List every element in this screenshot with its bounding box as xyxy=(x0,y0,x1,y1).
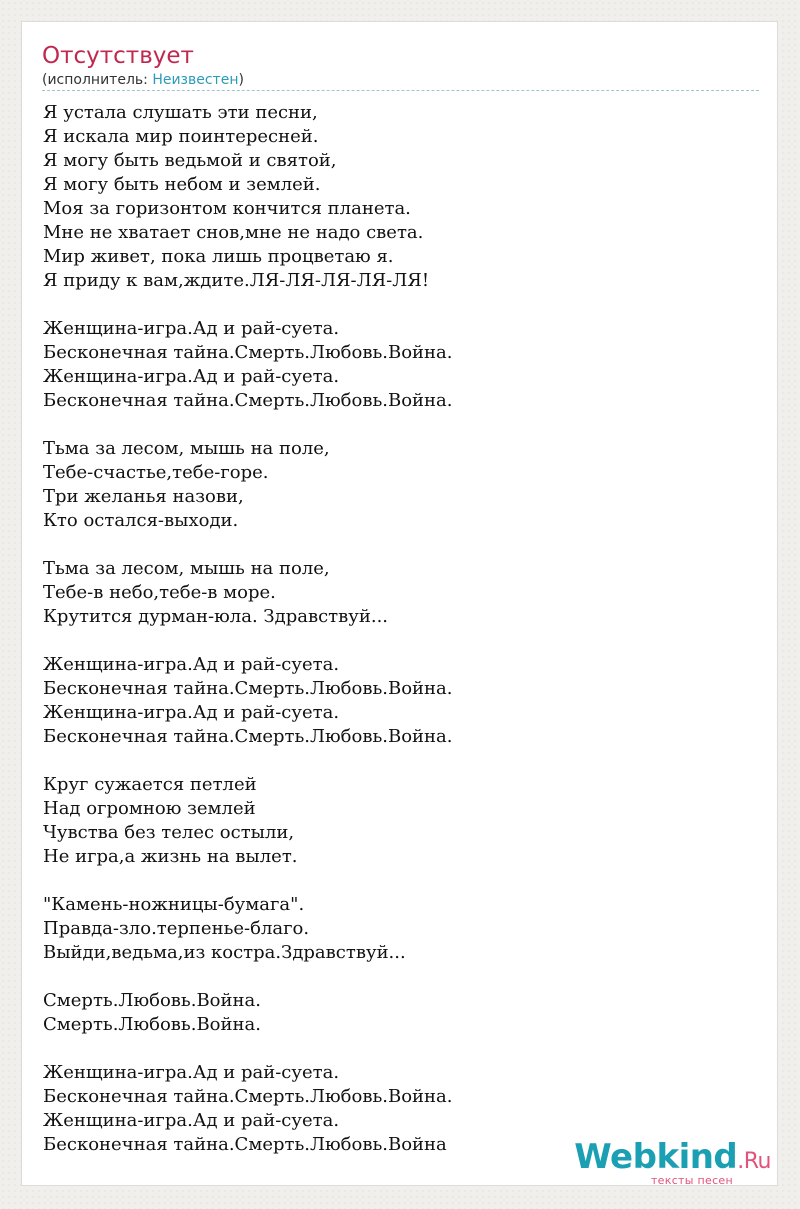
logo-domain: .Ru xyxy=(737,1149,771,1174)
lyric-line: Женщина-игра.Ад и рай-суета. xyxy=(43,1110,340,1131)
lyric-line: Тьма за лесом, мышь на поле, xyxy=(43,438,330,459)
lyric-line: Круг сужается петлей xyxy=(43,774,257,795)
lyric-line: Смерть.Любовь.Война. xyxy=(43,1014,261,1035)
artist-prefix: (исполнитель: xyxy=(42,72,153,88)
lyric-line: Не игра,а жизнь на вылет. xyxy=(43,846,298,867)
lyric-line: Выйди,ведьма,из костра.Здравствуй... xyxy=(43,942,406,963)
lyric-line: Женщина-игра.Ад и рай-суета. xyxy=(43,366,340,387)
lyric-line xyxy=(43,533,763,557)
lyric-line xyxy=(43,293,763,317)
lyric-line xyxy=(43,869,763,893)
lyric-line: Бесконечная тайна.Смерть.Любовь.Война xyxy=(43,1134,447,1155)
lyric-line: Мне не хватает снов,мне не надо света. xyxy=(43,222,424,243)
lyric-line: Бесконечная тайна.Смерть.Любовь.Война. xyxy=(43,1086,453,1107)
song-title: Отсутствует xyxy=(42,43,194,69)
logo-tagline: тексты песен xyxy=(650,1174,733,1187)
lyric-line: Я устала слушать эти песни, xyxy=(43,102,318,123)
lyric-line: Бесконечная тайна.Смерть.Любовь.Война. xyxy=(43,342,453,363)
artist-link[interactable]: Неизвестен xyxy=(152,72,239,88)
lyric-line: Над огромною землей xyxy=(43,798,256,819)
lyric-line: Я искала мир поинтересней. xyxy=(43,126,319,147)
lyric-line: Кто остался-выходи. xyxy=(43,510,239,531)
lyric-line: Бесконечная тайна.Смерть.Любовь.Война. xyxy=(43,390,453,411)
lyric-line xyxy=(43,629,763,653)
lyric-line: Три желанья назови, xyxy=(43,486,244,507)
lyric-line: Моя за горизонтом кончится планета. xyxy=(43,198,411,219)
lyric-line: Я приду к вам,ждите.ЛЯ-ЛЯ-ЛЯ-ЛЯ-ЛЯ! xyxy=(43,270,430,291)
lyric-line: Смерть.Любовь.Война. xyxy=(43,990,261,1011)
lyric-line: Женщина-игра.Ад и рай-суета. xyxy=(43,654,340,675)
lyric-line xyxy=(43,1037,763,1061)
lyric-line: Тебе-счастье,тебе-горе. xyxy=(43,462,269,483)
lyrics-text xyxy=(43,101,763,1157)
logo-brand-name: Webkind xyxy=(574,1137,738,1177)
lyric-line xyxy=(43,749,763,773)
lyric-line: Чувства без телес остыли, xyxy=(43,822,295,843)
divider xyxy=(42,90,759,91)
lyric-line: Бесконечная тайна.Смерть.Любовь.Война. xyxy=(43,678,453,699)
lyric-line: Я могу быть небом и землей. xyxy=(43,174,321,195)
lyric-line xyxy=(43,413,763,437)
lyric-line: Женщина-игра.Ад и рай-суета. xyxy=(43,702,340,723)
lyric-line: Правда-зло.терпенье-благо. xyxy=(43,918,310,939)
site-logo[interactable] xyxy=(574,1139,771,1187)
lyrics-card xyxy=(21,21,778,1186)
lyric-line: Тебе-в небо,тебе-в море. xyxy=(43,582,276,603)
lyric-line: Бесконечная тайна.Смерть.Любовь.Война. xyxy=(43,726,453,747)
lyric-line xyxy=(43,965,763,989)
lyric-line: Я могу быть ведьмой и святой, xyxy=(43,150,337,171)
lyric-line: Женщина-игра.Ад и рай-суета. xyxy=(43,1062,340,1083)
lyric-line: Женщина-игра.Ад и рай-суета. xyxy=(43,318,340,339)
lyric-line: "Камень-ножницы-бумага". xyxy=(43,894,305,915)
artist-line xyxy=(42,71,244,89)
lyric-line: Крутится дурман-юла. Здравствуй... xyxy=(43,606,389,627)
artist-suffix: ) xyxy=(238,72,244,88)
lyric-line: Мир живет, пока лишь процветаю я. xyxy=(43,246,394,267)
lyric-line: Тьма за лесом, мышь на поле, xyxy=(43,558,330,579)
